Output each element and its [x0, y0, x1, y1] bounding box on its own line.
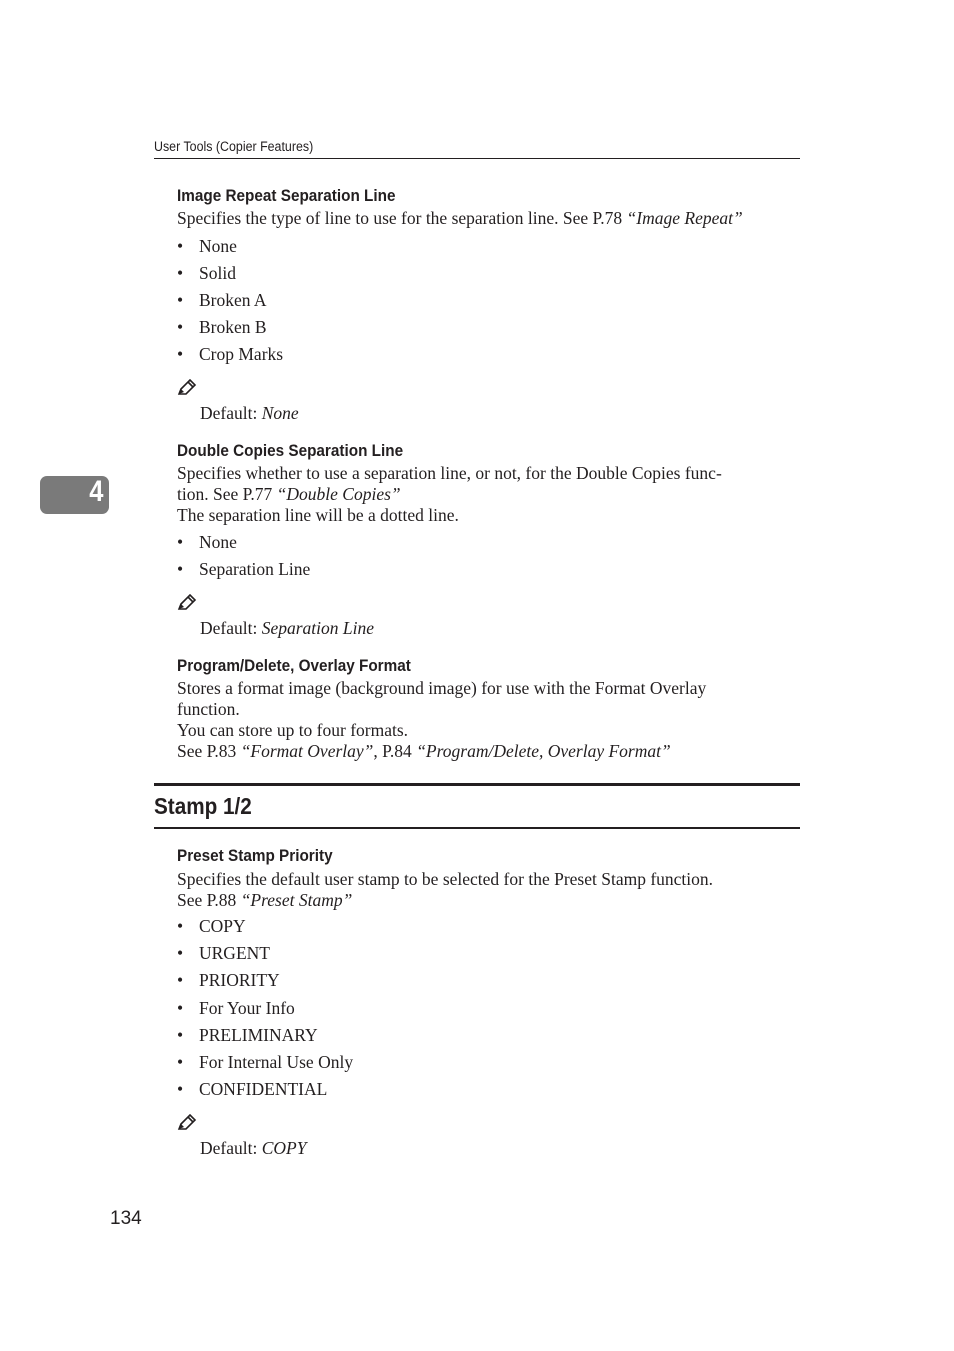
list-item	[177, 263, 236, 284]
see-prefix: See P.88	[177, 890, 241, 910]
default-value-image-repeat	[200, 403, 299, 424]
preset-stamp-ref: “Preset Stamp”	[240, 890, 353, 910]
list-item-label: Broken A	[199, 290, 267, 310]
image-repeat-ref: “Image Repeat”	[626, 208, 743, 228]
overlay-format-ref: “Program/Delete, Overlay Format”	[416, 741, 671, 761]
pencil-note-icon	[177, 594, 197, 612]
list-item	[177, 317, 267, 338]
list-item-label: Crop Marks	[199, 344, 284, 364]
list-item-label: CONFIDENTIAL	[199, 1079, 328, 1099]
default-value: None	[261, 403, 299, 423]
list-item	[177, 970, 280, 991]
list-item	[177, 236, 237, 257]
pencil-note-icon	[177, 1114, 197, 1132]
list-item-label: Separation Line	[199, 559, 311, 579]
default-value: COPY	[261, 1138, 307, 1158]
section-rule-top	[154, 783, 800, 786]
section-rule-bottom	[154, 827, 800, 829]
heading-overlay-format: Program/Delete, Overlay Format	[177, 656, 411, 675]
heading-double-copies-separation-line: Double Copies Separation Line	[177, 441, 404, 460]
preset-stamp-description: Specifies the default user stamp to be selected for the Preset Stamp function.	[177, 869, 714, 889]
default-label: Default:	[200, 403, 262, 423]
default-label: Default:	[200, 1138, 262, 1158]
chapter-tab	[40, 476, 109, 514]
bullet: •	[177, 344, 184, 364]
list-item	[177, 344, 283, 365]
list-item	[177, 1079, 327, 1100]
bullet: •	[177, 1025, 184, 1045]
double-copies-description-line2	[177, 484, 800, 505]
list-item	[177, 916, 246, 937]
bullet: •	[177, 236, 184, 256]
overlay-format-note: You can store up to four formats.	[177, 720, 409, 740]
list-item	[177, 290, 267, 311]
overlay-format-description-line1: Stores a format image (background image) for use with the Format Overlay	[177, 678, 707, 698]
bullet: •	[177, 998, 184, 1018]
heading-image-repeat-separation-line: Image Repeat Separation Line	[177, 186, 396, 205]
list-item-label: Solid	[199, 263, 236, 283]
double-copies-text: tion. See P.77	[177, 484, 277, 504]
list-item-label: URGENT	[199, 943, 270, 963]
list-item	[177, 998, 295, 1019]
bullet: •	[177, 1079, 184, 1099]
image-repeat-text: Specifies the type of line to use for the separation line. See P.78	[177, 208, 627, 228]
default-label: Default:	[200, 618, 262, 638]
list-item-label: PRELIMINARY	[199, 1025, 318, 1045]
format-overlay-ref: “Format Overlay”	[240, 741, 374, 761]
double-copies-ref: “Double Copies”	[276, 484, 401, 504]
list-item-label: None	[199, 532, 237, 552]
bullet: •	[177, 970, 184, 990]
default-value-double-copies	[200, 618, 374, 639]
list-item	[177, 1025, 318, 1046]
preset-stamp-see-also	[177, 890, 800, 911]
overlay-format-see-also	[177, 741, 800, 762]
running-header: User Tools (Copier Features)	[154, 139, 314, 154]
pencil-note-icon	[177, 379, 197, 397]
see-prefix: See P.83	[177, 741, 241, 761]
bullet: •	[177, 943, 184, 963]
list-item-label: For Internal Use Only	[199, 1052, 354, 1072]
page-number: 134	[110, 1208, 142, 1229]
header-rule	[154, 158, 800, 159]
bullet: •	[177, 559, 184, 579]
bullet: •	[177, 317, 184, 337]
see-separator: , P.84	[373, 741, 417, 761]
double-copies-note: The separation line will be a dotted line.	[177, 505, 459, 525]
section-title-stamp: Stamp 1/2	[154, 793, 252, 819]
bullet: •	[177, 290, 184, 310]
list-item	[177, 532, 237, 553]
list-item-label: None	[199, 236, 237, 256]
heading-preset-stamp-priority: Preset Stamp Priority	[177, 846, 333, 865]
double-copies-description-line1: Specifies whether to use a separation line, or not, for the Double Copies func-	[177, 463, 722, 483]
chapter-number: 4	[89, 475, 104, 508]
bullet: •	[177, 532, 184, 552]
overlay-format-description-line2: function.	[177, 699, 240, 719]
image-repeat-description	[177, 208, 800, 229]
default-value: Separation Line	[261, 618, 375, 638]
list-item	[177, 559, 310, 580]
list-item-label: For Your Info	[199, 998, 295, 1018]
list-item-label: Broken B	[199, 317, 267, 337]
list-item	[177, 943, 270, 964]
list-item-label: COPY	[199, 916, 246, 936]
bullet: •	[177, 916, 184, 936]
list-item	[177, 1052, 353, 1073]
bullet: •	[177, 1052, 184, 1072]
default-value-preset-stamp	[200, 1138, 306, 1159]
list-item-label: PRIORITY	[199, 970, 280, 990]
bullet: •	[177, 263, 184, 283]
